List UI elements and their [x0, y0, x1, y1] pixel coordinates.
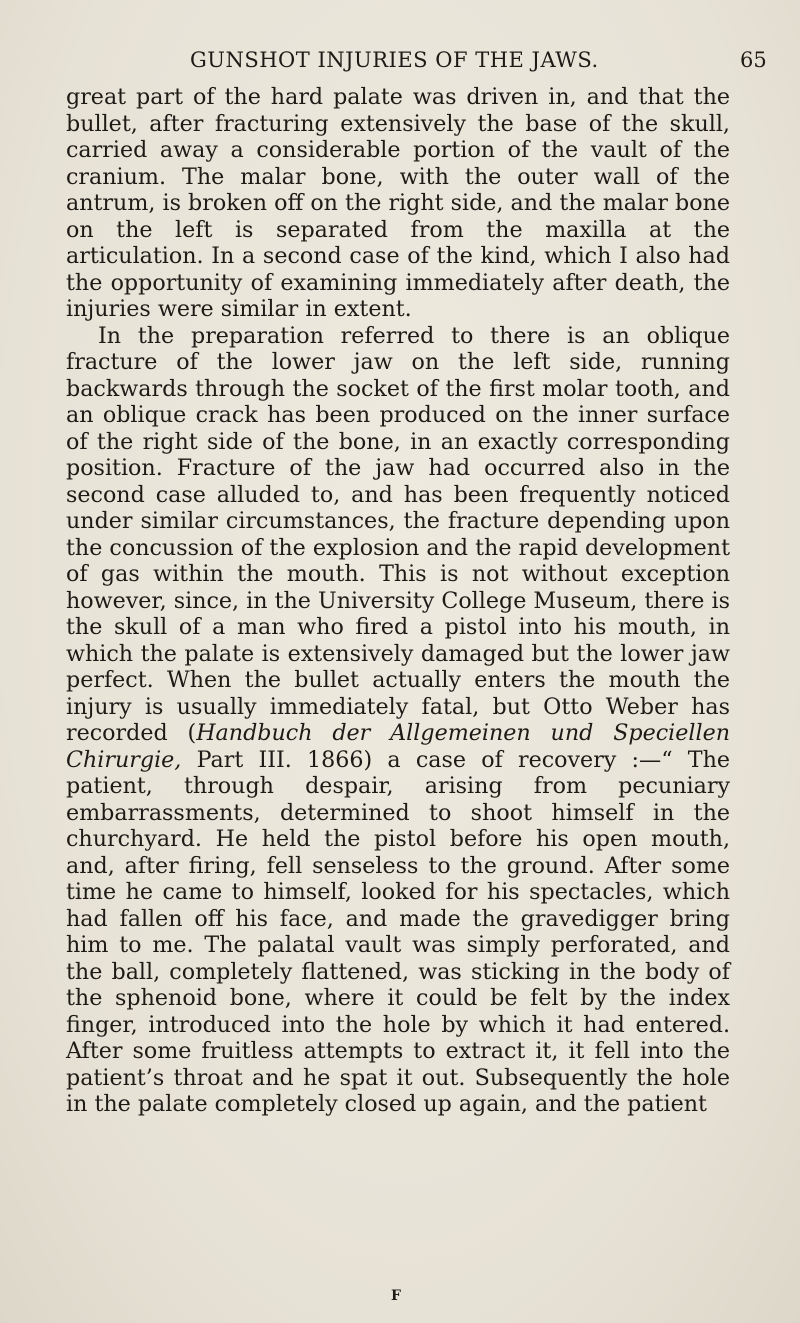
page-header	[0, 48, 800, 78]
paragraph-2-text-after: Part III. 1866) a case of recovery :—“ The patient, through despair, arising from pecuniary embarrassments, determined to shoot himself in the churchyard. He held the pistol before his open mouth, and, after firing, fell senseless to the ground. After some time he came to himself, looked for his spectacles, which had fallen off his face, and made the gravedigger bring him to me. The palatal vault was simply perforated, and the ball, completely flattened, was sticking in the body of the sphenoid bone, where it could be felt by the index finger, introduced into the hole by which it had entered. After some fruitless attempts to extract it, it fell into the patient’s throat and he spat it out. Subsequently the hole in the palate completely closed up again, and the patient	[66, 746, 730, 1117]
paragraph-1: great part of the hard palate was driven in, and that the bullet, after fracturing extensively the base of the skull, carried away a considerable portion of the vault of the cranium. The malar bone, with the outer wall of the antrum, is broken off on the right side, and the malar bone on the left is separated from the maxilla at the articulation. In a second case of the kind, which I also had the opportunity of examining immediately after death, the injuries were similar in extent.	[66, 84, 730, 322]
citation-title: Handbuch der Allgemeinen und Speciellen Chirurgie,	[66, 720, 731, 773]
running-head: GUNSHOT INJURIES OF THE JAWS.	[190, 48, 599, 72]
paragraph-2	[66, 323, 730, 1118]
body-text	[66, 84, 730, 1118]
page-number: 65	[740, 48, 767, 72]
signature-mark: F	[391, 1288, 401, 1304]
paragraph-2-text-before: In the preparation referred to there is an oblique fracture of the lower jaw on the left side, running backwards through the socket of the first molar tooth, and an oblique crack has been produced on the inner surface of the right side of the bone, in an exactly corresponding position. Fracture of the jaw had occurred also in the second case alluded to, and has been frequently noticed under similar circumstances, the fracture depending upon the concussion of the explosion and the rapid development of gas within the mouth. This is not without exception however, since, in the University College Museum, there is the skull of a man who fired a pistol into his mouth, in which the palate is extensively damaged but the lower jaw perfect. When the bullet actually enters the mouth the injury is usually immediately fatal, but Otto Weber has recorded (	[66, 322, 730, 746]
